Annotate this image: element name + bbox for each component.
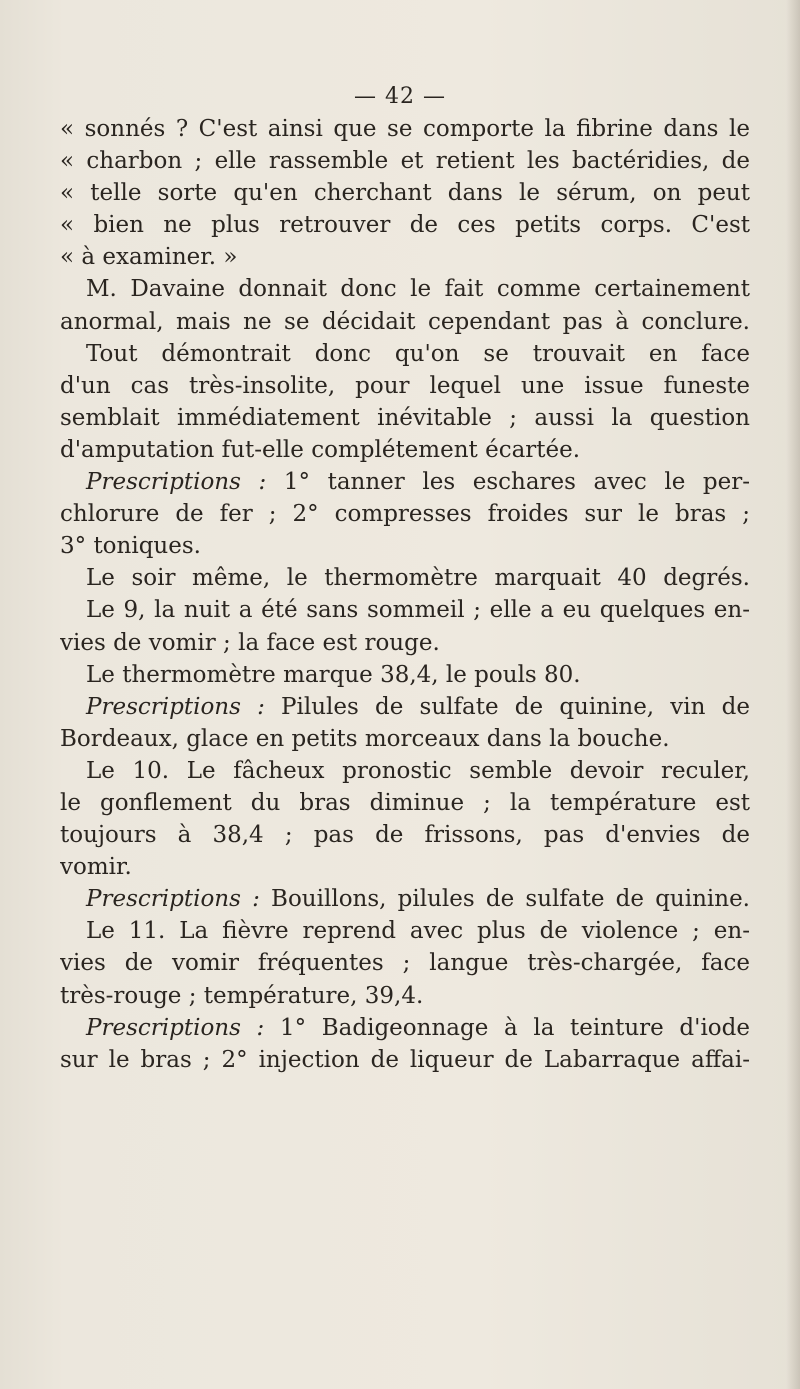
text-line: vies de vomir fréquentes ; langue très-chargée, face [60, 950, 750, 977]
text-span: 1° Badigeonnage à la teinture d'iode [264, 1014, 750, 1041]
text-line: d'amputation fut-elle complétement écartée. [60, 436, 581, 463]
text-span: Bouillons, pilules de sulfate de quinine. [259, 886, 750, 913]
text-line: « charbon ; elle rassemble et retient les bactéridies, de [60, 148, 750, 175]
text-line: Le thermomètre marque 38,4, le pouls 80. [86, 661, 581, 688]
text-line: anormal, mais ne se décidait cependant pas à conclure. [60, 308, 750, 335]
text-line: toujours à 38,4 ; pas de frissons, pas d'envies de [60, 822, 750, 849]
body-text [60, 113, 750, 1076]
text-line: le gonflement du bras diminue ; la température est [60, 789, 750, 816]
text-line [60, 1012, 750, 1044]
text-span: Pilules de sulfate de quinine, vin de [264, 693, 750, 720]
prescriptions-label: Prescriptions : [86, 886, 260, 913]
text-line: M. Davaine donnait donc le fait comme certainement [86, 276, 750, 303]
text-line: vies de vomir ; la face est rouge. [60, 629, 440, 656]
text-line: Bordeaux, glace en petits morceaux dans la bouche. [60, 725, 670, 752]
text-line: Le 11. La fièvre reprend avec plus de violence ; en- [86, 918, 750, 945]
text-line [60, 691, 750, 723]
text-span: 1° tanner les eschares avec le per- [266, 469, 750, 496]
prescriptions-label: Prescriptions : [86, 1014, 265, 1041]
text-line: Le soir même, le thermomètre marquait 40 degrés. [86, 565, 750, 592]
text-line: très-rouge ; température, 39,4. [60, 982, 424, 1009]
text-line: Tout démontrait donc qu'on se trouvait en face [86, 340, 750, 367]
text-line: semblait immédiatement inévitable ; aussi la question [60, 404, 750, 431]
text-line [60, 883, 750, 915]
text-line: Le 10. Le fâcheux pronostic semble devoir reculer, [86, 757, 750, 784]
text-line [60, 466, 750, 498]
page-number: — 42 — [354, 84, 446, 109]
text-line: « bien ne plus retrouver de ces petits corps. C'est [60, 212, 750, 239]
text-line: « sonnés ? C'est ainsi que se comporte la fibrine dans le [60, 116, 750, 142]
text-line: « à examiner. » [60, 244, 238, 271]
text-line: sur le bras ; 2° injection de liqueur de Labarraque affai- [60, 1046, 750, 1073]
text-line: 3° toniques. [60, 533, 201, 560]
text-line: Le 9, la nuit a été sans sommeil ; elle a eu quelques en- [86, 597, 750, 624]
prescriptions-label: Prescriptions : [86, 693, 265, 720]
text-line: vomir. [60, 854, 132, 881]
page-edge-shadow [786, 0, 800, 1389]
text-line: chlorure de fer ; 2° compresses froides sur le bras ; [60, 501, 750, 528]
text-line: « telle sorte qu'en cherchant dans le sérum, on peut [60, 180, 750, 207]
prescriptions-label: Prescriptions : [86, 469, 267, 496]
text-line: d'un cas très-insolite, pour lequel une issue funeste [60, 372, 750, 399]
